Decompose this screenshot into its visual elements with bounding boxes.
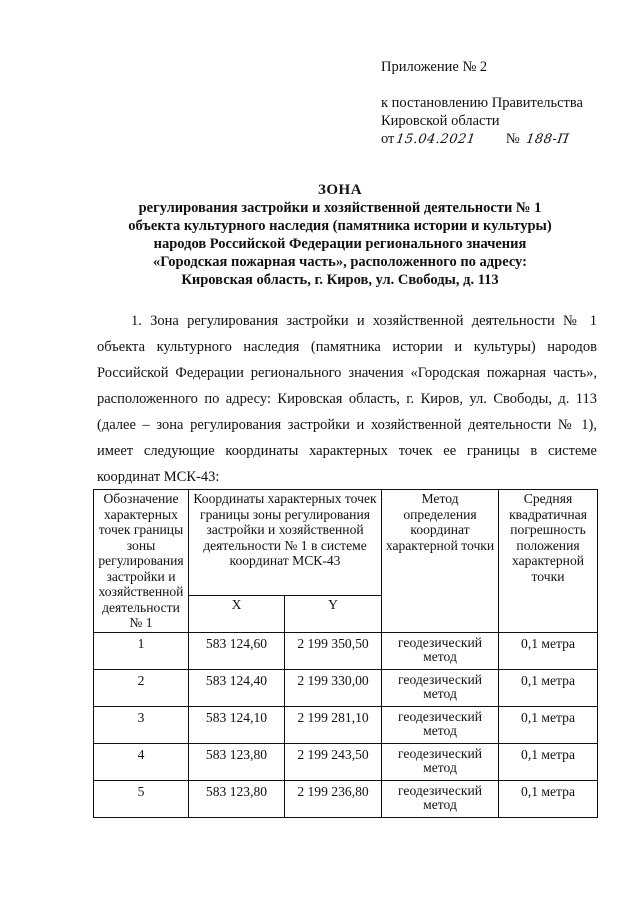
- cell-x: 583 123,80: [189, 743, 285, 780]
- heading-line-3: народов Российской Федерации регионального значения: [153, 236, 527, 252]
- table-header-row: [94, 490, 598, 596]
- cell-x: 583 123,80: [189, 780, 285, 817]
- body-paragraph: 1. Зона регулирования застройки и хозяйственной деятельности № 1 объекта культурного наследия (памятника истории и культуры) народов Российской Федерации регионального значения «Городская пожарная часть», расположенного по адресу: Кировская область, г. Киров, ул. Свободы, д. 113 (далее – зона регулирования застройки и хозяйственной деятельности № 1), имеет следующие координаты характерных точек ее границы в системе координат МСК-43:: [97, 313, 597, 485]
- heading-line-5: Кировская область, г. Киров, ул. Свободы, д. 113: [181, 272, 499, 288]
- header-method: Метод определения координат характерной точки: [382, 490, 499, 633]
- cell-point: 4: [94, 743, 189, 780]
- cell-error: 0,1 метра: [499, 780, 598, 817]
- table-row: [94, 706, 598, 743]
- appendix-block: [381, 58, 621, 149]
- cell-error: 0,1 метра: [499, 743, 598, 780]
- handwritten-number: 188-П: [524, 132, 570, 147]
- cell-method: геодезический метод: [382, 743, 499, 780]
- cell-y: 2 199 330,00: [285, 669, 382, 706]
- cell-x: 583 124,10: [189, 706, 285, 743]
- cell-point: 1: [94, 632, 189, 669]
- cell-point: 3: [94, 706, 189, 743]
- header-x: X: [189, 595, 285, 632]
- cell-y: 2 199 350,50: [285, 632, 382, 669]
- header-point-designation: Обозначение характерных точек границы зоны регулирования застройки и хозяйственной деятельности № 1: [94, 490, 189, 633]
- handwritten-date: 15.04.2021: [395, 132, 477, 147]
- cell-y: 2 199 243,50: [285, 743, 382, 780]
- cell-method: геодезический метод: [382, 706, 499, 743]
- appendix-line-1: к постановлению Правительства: [381, 95, 583, 111]
- from-label: от: [381, 131, 395, 147]
- appendix-title: Приложение № 2: [381, 59, 488, 75]
- header-y: Y: [285, 595, 382, 632]
- cell-error: 0,1 метра: [499, 706, 598, 743]
- table-row: [94, 743, 598, 780]
- cell-error: 0,1 метра: [499, 632, 598, 669]
- cell-point: 2: [94, 669, 189, 706]
- table-row: [94, 780, 598, 817]
- cell-method: геодезический метод: [382, 780, 499, 817]
- number-label: №: [505, 131, 520, 147]
- heading-line-4: «Городская пожарная часть», расположенного по адресу:: [153, 254, 527, 270]
- document-heading: [90, 181, 590, 289]
- table-row: [94, 632, 598, 669]
- table-row: [94, 669, 598, 706]
- cell-x: 583 124,60: [189, 632, 285, 669]
- cell-y: 2 199 281,10: [285, 706, 382, 743]
- header-error: Средняя квадратичная погрешность положения характерной точки: [499, 490, 598, 633]
- cell-y: 2 199 236,80: [285, 780, 382, 817]
- header-coordinates: Координаты характерных точек границы зоны регулирования застройки и хозяйственной деятельности № 1 в системе координат МСК-43: [189, 490, 382, 596]
- cell-method: геодезический метод: [382, 632, 499, 669]
- heading-main: ЗОНА: [317, 182, 363, 198]
- coordinates-table: [93, 489, 598, 818]
- heading-line-1: регулирования застройки и хозяйственной деятельности № 1: [138, 200, 542, 216]
- appendix-line-2: Кировской области: [381, 113, 500, 129]
- cell-method: геодезический метод: [382, 669, 499, 706]
- cell-error: 0,1 метра: [499, 669, 598, 706]
- cell-x: 583 124,40: [189, 669, 285, 706]
- heading-line-2: объекта культурного наследия (памятника истории и культуры): [128, 218, 552, 234]
- cell-point: 5: [94, 780, 189, 817]
- appendix-signature-line: [381, 130, 621, 149]
